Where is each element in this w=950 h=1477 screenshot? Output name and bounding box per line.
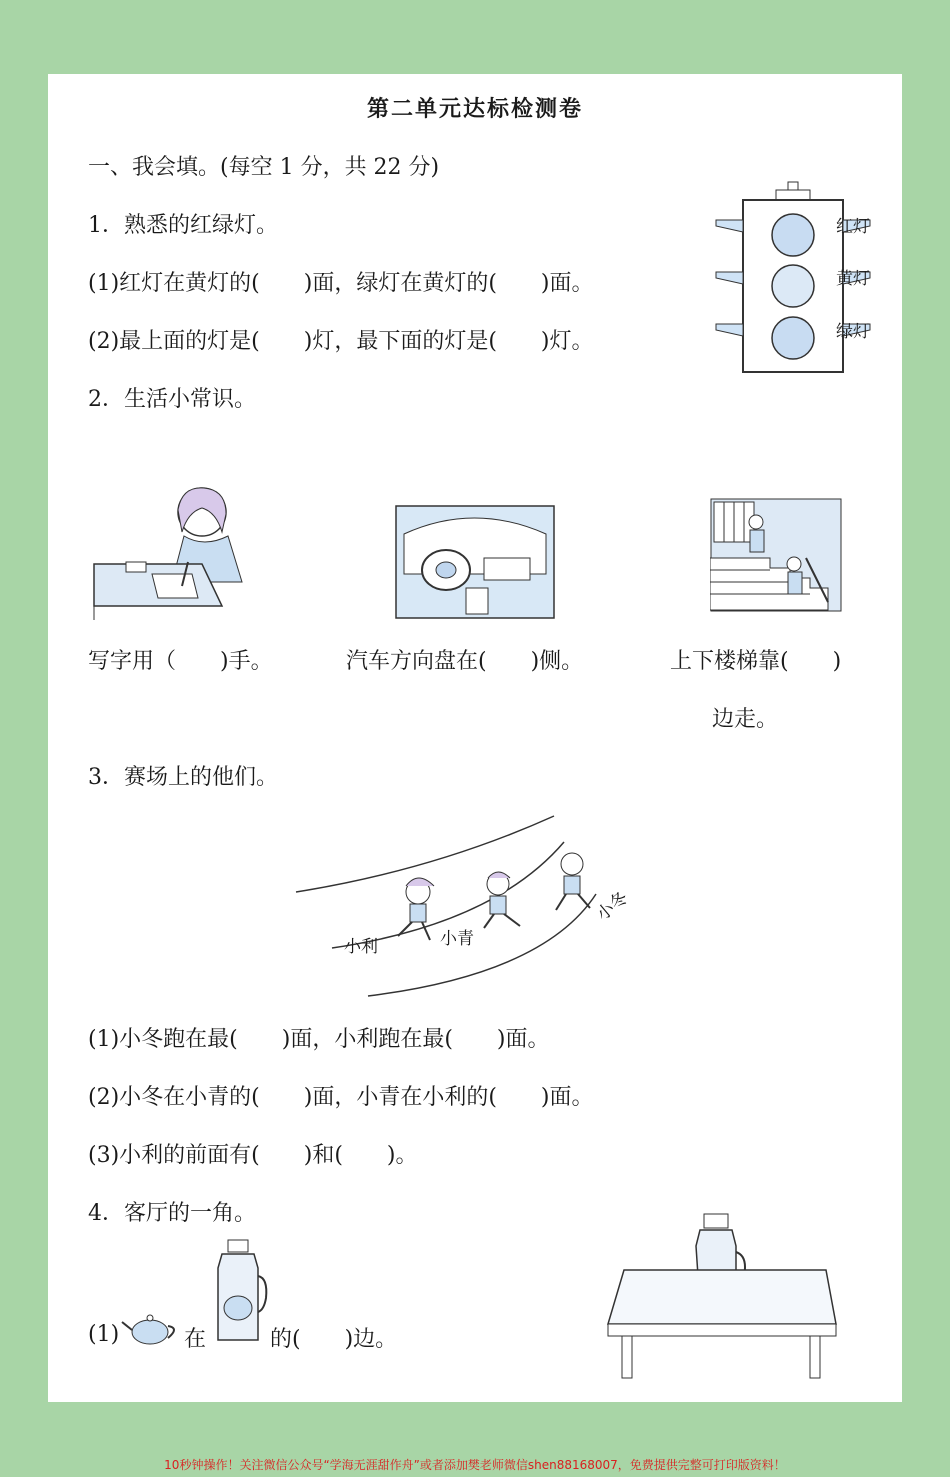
q1-line2: (2)最上面的灯是( )灯，最下面的灯是( )灯。 — [88, 329, 594, 354]
q4-line1-mid: 在 — [184, 1327, 207, 1352]
label-yellow: 黄灯 — [836, 269, 870, 289]
name-xiaodong: 小冬 — [593, 887, 633, 926]
runner-xiaodong — [556, 853, 590, 910]
yellow-light — [772, 265, 814, 307]
label-red: 红灯 — [836, 217, 870, 237]
q2-caption-wheel: 汽车方向盘在( )侧。 — [346, 649, 584, 674]
promo-footer: 10秒钟操作！关注微信公众号“学海无涯甜作舟”或者添加樊老师微信shen88168007，免费提供完整可打印版资料！ — [164, 1458, 786, 1472]
q3-line1: (1)小冬跑在最( )面，小利跑在最( )面。 — [88, 1027, 550, 1052]
red-light — [772, 214, 814, 256]
q2-caption-hand: 写字用（ )手。 — [88, 649, 273, 674]
name-xiaoli: 小利 — [344, 937, 378, 957]
worksheet-page — [48, 74, 902, 1402]
stairs-illustration — [710, 498, 842, 612]
q4-title: 4．客厅的一角。 — [88, 1201, 256, 1226]
q2-caption-stairs: 上下楼梯靠( ) — [670, 649, 842, 674]
car-dashboard-illustration — [394, 504, 556, 620]
q2-title: 2．生活小常识。 — [88, 387, 256, 412]
q2-caption-stairs-cont: 边走。 — [712, 707, 779, 732]
q1-title: 1．熟悉的红绿灯。 — [88, 213, 278, 238]
q3-line2: (2)小冬在小青的( )面，小青在小利的( )面。 — [88, 1085, 594, 1110]
section-heading: 一、我会填。(每空 1 分，共 22 分) — [88, 155, 440, 180]
girl-writing-illustration — [92, 482, 272, 622]
thermos-icon — [210, 1238, 270, 1344]
q3-title: 3．赛场上的他们。 — [88, 765, 278, 790]
page-title: 第二单元达标检测卷 — [366, 96, 583, 122]
q1-line1: (1)红灯在黄灯的( )面，绿灯在黄灯的( )面。 — [88, 271, 594, 296]
race-track-illustration — [294, 814, 604, 998]
q4-line1-prefix: (1) — [88, 1322, 120, 1347]
q3-line3: (3)小利的前面有( )和( )。 — [88, 1143, 418, 1168]
label-green: 绿灯 — [836, 322, 870, 342]
runner-xiaoli — [398, 878, 434, 940]
name-xiaoqing: 小青 — [440, 929, 474, 949]
green-light — [772, 317, 814, 359]
living-room-table-illustration — [604, 1212, 840, 1382]
teapot-icon — [120, 1308, 182, 1348]
q4-line1-suffix: 的( )边。 — [270, 1327, 398, 1352]
